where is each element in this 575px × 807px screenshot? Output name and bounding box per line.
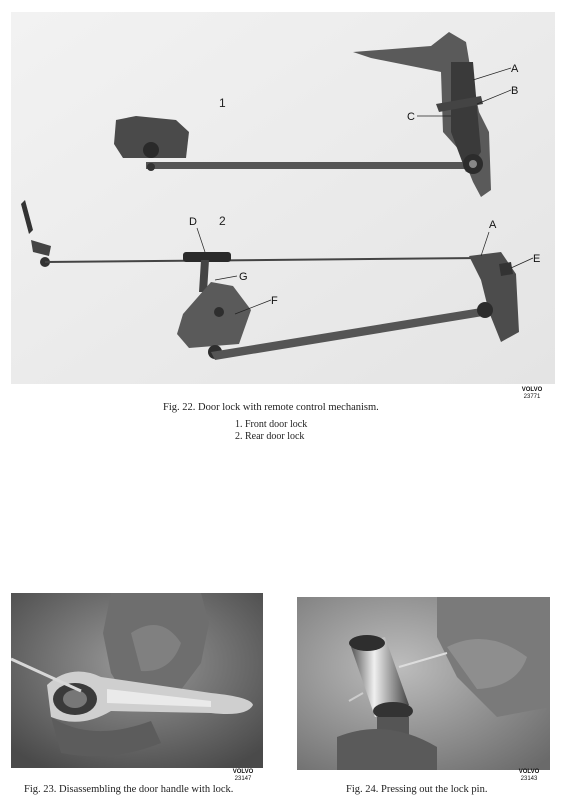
fig22-legend — [235, 419, 307, 443]
door-lock-mechanism-illustration — [11, 12, 555, 384]
fig22-stamp-brand: VOLVO — [521, 387, 543, 393]
label-D: D — [189, 216, 197, 228]
fig23-caption: Fig. 23. Disassembling the door handle with lock. — [24, 784, 234, 795]
label-F: F — [271, 295, 278, 307]
label-A-top: A — [511, 63, 519, 75]
fig24-stamp-code: 23143 — [520, 776, 538, 782]
lock-pin-pressing-illustration — [297, 597, 550, 770]
legend-item-front-door: 1. Front door lock — [235, 419, 308, 430]
label-C: C — [407, 111, 415, 123]
fig23-stamp — [228, 769, 258, 783]
fig22-photo — [11, 12, 555, 384]
fig23-stamp-code: 23147 — [234, 776, 252, 782]
label-E: E — [533, 253, 541, 265]
fig24-photo — [297, 597, 550, 770]
fig24-stamp-brand: VOLVO — [518, 769, 540, 775]
label-B: B — [511, 85, 519, 97]
fig24-caption: Fig. 24. Pressing out the lock pin. — [346, 784, 488, 795]
label-A-bottom: A — [489, 219, 497, 231]
fig22-stamp — [515, 387, 549, 401]
label-2: 2 — [219, 214, 226, 228]
label-G: G — [239, 271, 248, 283]
door-handle-disassembly-illustration — [11, 593, 263, 768]
fig24-stamp — [514, 769, 544, 783]
fig23-photo — [11, 593, 263, 768]
fig22-caption: Fig. 22. Door lock with remote control mechanism. — [163, 402, 379, 413]
fig22-stamp-code: 23771 — [523, 394, 541, 400]
fig23-stamp-brand: VOLVO — [232, 769, 254, 775]
legend-item-rear-door: 2. Rear door lock — [235, 431, 305, 442]
label-1: 1 — [219, 96, 226, 110]
